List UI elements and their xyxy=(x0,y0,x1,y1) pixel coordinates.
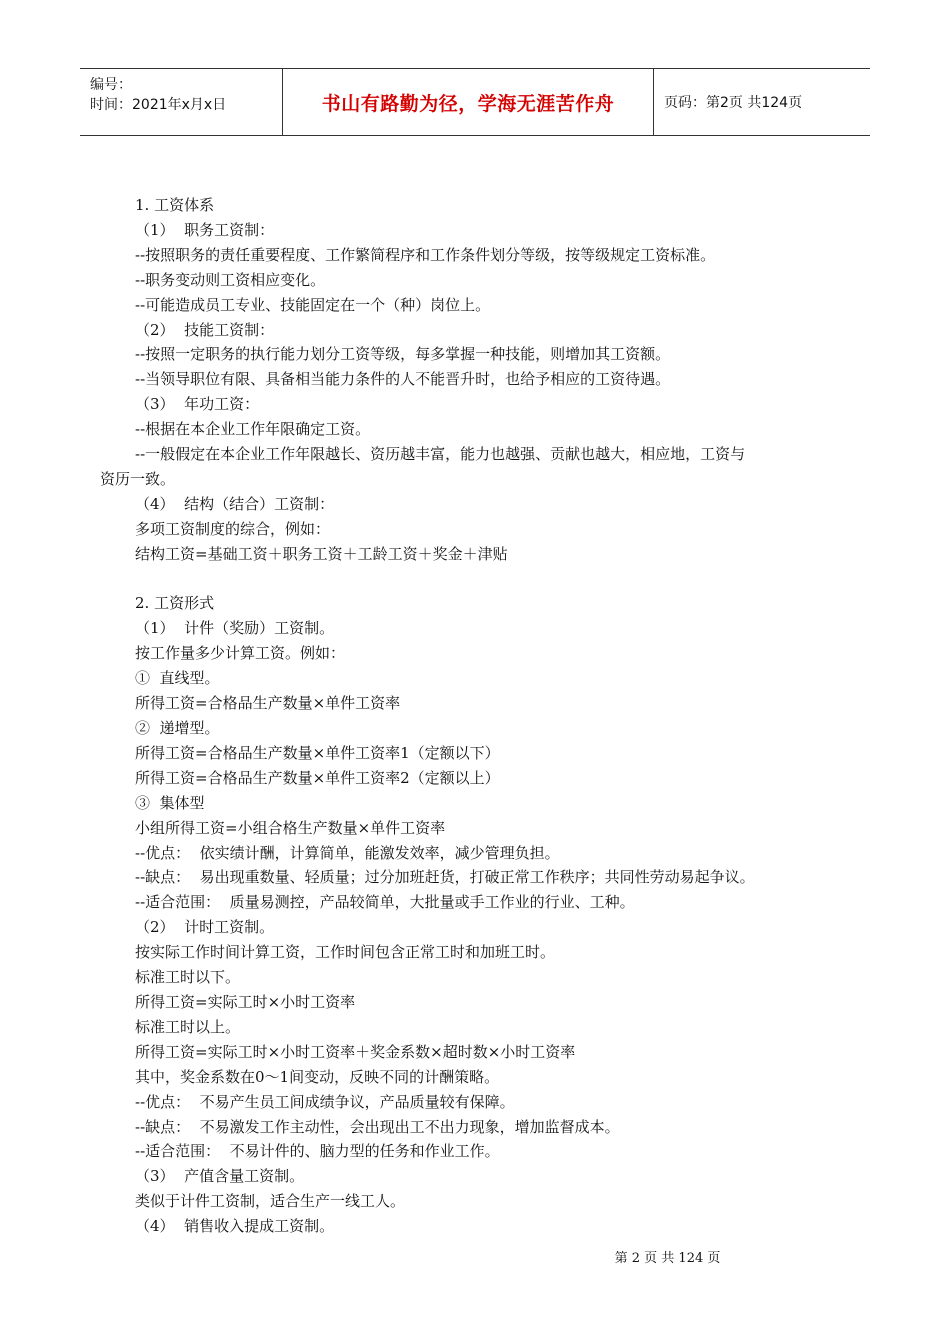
body-text-line: --按照职务的责任重要程度、工作繁简程序和工作条件划分等级，按等级规定工资标准。 xyxy=(135,245,716,264)
body-text-line: 结构工资=基础工资＋职务工资＋工龄工资＋奖金＋津贴 xyxy=(135,544,508,563)
document-number-label: 编号： xyxy=(90,77,132,93)
body-text-line: --缺点： 易出现重数量、轻质量；过分加班赶货，打破正常工作秩序；共同性劳动易起争议。 xyxy=(135,868,755,887)
body-text-line: 按实际工作时间计算工资，工作时间包含正常工时和加班工时。 xyxy=(135,943,556,962)
body-text-line: （3） 年功工资： xyxy=(135,395,260,414)
body-text-line: --当领导职位有限、具备相当能力条件的人不能晋升时，也给予相应的工资待遇。 xyxy=(135,370,671,389)
body-text-line: 其中，奖金系数在0～1间变动，反映不同的计酬策略。 xyxy=(135,1067,500,1086)
body-text-line: --适合范围： 不易计件的、脑力型的任务和作业工作。 xyxy=(135,1142,500,1161)
body-text-line: （2） 技能工资制： xyxy=(135,320,275,339)
body-text-line: --适合范围： 质量易测控，产品较简单，大批量或手工作业的行业、工种。 xyxy=(135,893,635,912)
body-text-line: 所得工资=实际工时×小时工资率＋奖金系数×超时数×小时工资率 xyxy=(135,1042,576,1061)
body-text-line: 标准工时以上。 xyxy=(135,1017,241,1036)
body-text-line: --可能造成员工专业、技能固定在一个（种）岗位上。 xyxy=(135,295,491,314)
body-text-line: 1. 工资体系 xyxy=(135,196,215,214)
header-meta xyxy=(80,69,282,135)
body-text-line: --职务变动则工资相应变化。 xyxy=(135,270,326,289)
body-text-line: 小组所得工资=小组合格生产数量×单件工资率 xyxy=(135,818,446,837)
document-body xyxy=(100,193,852,1239)
body-text-line: 所得工资=合格品生产数量×单件工资率1（定额以下） xyxy=(135,743,500,762)
body-text-line: --按照一定职务的执行能力划分工资等级，每多掌握一种技能，则增加其工资额。 xyxy=(135,345,671,364)
document-date: 时间：2021年x月x日 xyxy=(90,97,227,113)
header-motto: 书山有路勤为径，学海无涯苦作舟 xyxy=(321,92,615,115)
body-text-line: （2） 计时工资制。 xyxy=(135,918,275,937)
blank-line xyxy=(100,567,852,592)
body-text-line: --优点： 依实绩计酬，计算简单，能激发效率，减少管理负担。 xyxy=(135,843,560,862)
body-text-line: 按工作量多少计算工资。例如： xyxy=(135,644,346,663)
page-header xyxy=(80,68,870,136)
body-text-line: （1） 职务工资制： xyxy=(135,220,275,239)
header-motto-cell xyxy=(282,69,654,135)
footer-page-number: 第 2 页 共 124 页 xyxy=(614,1251,721,1266)
body-text-line: --缺点： 不易激发工作主动性，会出现出工不出力现象，增加监督成本。 xyxy=(135,1117,620,1136)
body-text-line: 多项工资制度的综合，例如： xyxy=(135,519,331,538)
body-text-line: 标准工时以下。 xyxy=(135,968,241,987)
body-text-line: （3） 产值含量工资制。 xyxy=(135,1167,305,1186)
body-text-line: 资历一致。 xyxy=(100,469,176,488)
body-text-line: 所得工资=合格品生产数量×单件工资率 xyxy=(135,694,401,713)
body-text-line: --一般假定在本企业工作年限越长、资历越丰富，能力也越强、贡献也越大，相应地，工资与 xyxy=(135,445,746,464)
body-text-line: ① 直线型。 xyxy=(135,669,220,688)
header-page-info: 页码：第2页 共124页 xyxy=(664,95,803,111)
page-footer xyxy=(0,1247,950,1266)
body-text-line: 类似于计件工资制，适合生产一线工人。 xyxy=(135,1192,406,1211)
body-text-line: ② 递增型。 xyxy=(135,719,220,738)
body-text-line: 所得工资=合格品生产数量×单件工资率2（定额以上） xyxy=(135,768,500,787)
body-text-line: 所得工资=实际工时×小时工资率 xyxy=(135,992,356,1011)
body-text-line: ③ 集体型 xyxy=(135,793,205,812)
body-text-line: --根据在本企业工作年限确定工资。 xyxy=(135,420,371,439)
body-text-line: 2. 工资形式 xyxy=(135,594,215,613)
header-page-info-cell xyxy=(654,69,870,135)
body-text-line: （4） 结构（结合）工资制： xyxy=(135,494,335,513)
body-text-line: （1） 计件（奖励）工资制。 xyxy=(135,619,335,638)
body-text-line: （4） 销售收入提成工资制。 xyxy=(135,1217,335,1236)
body-text-line: --优点： 不易产生员工间成绩争议，产品质量较有保障。 xyxy=(135,1092,515,1111)
